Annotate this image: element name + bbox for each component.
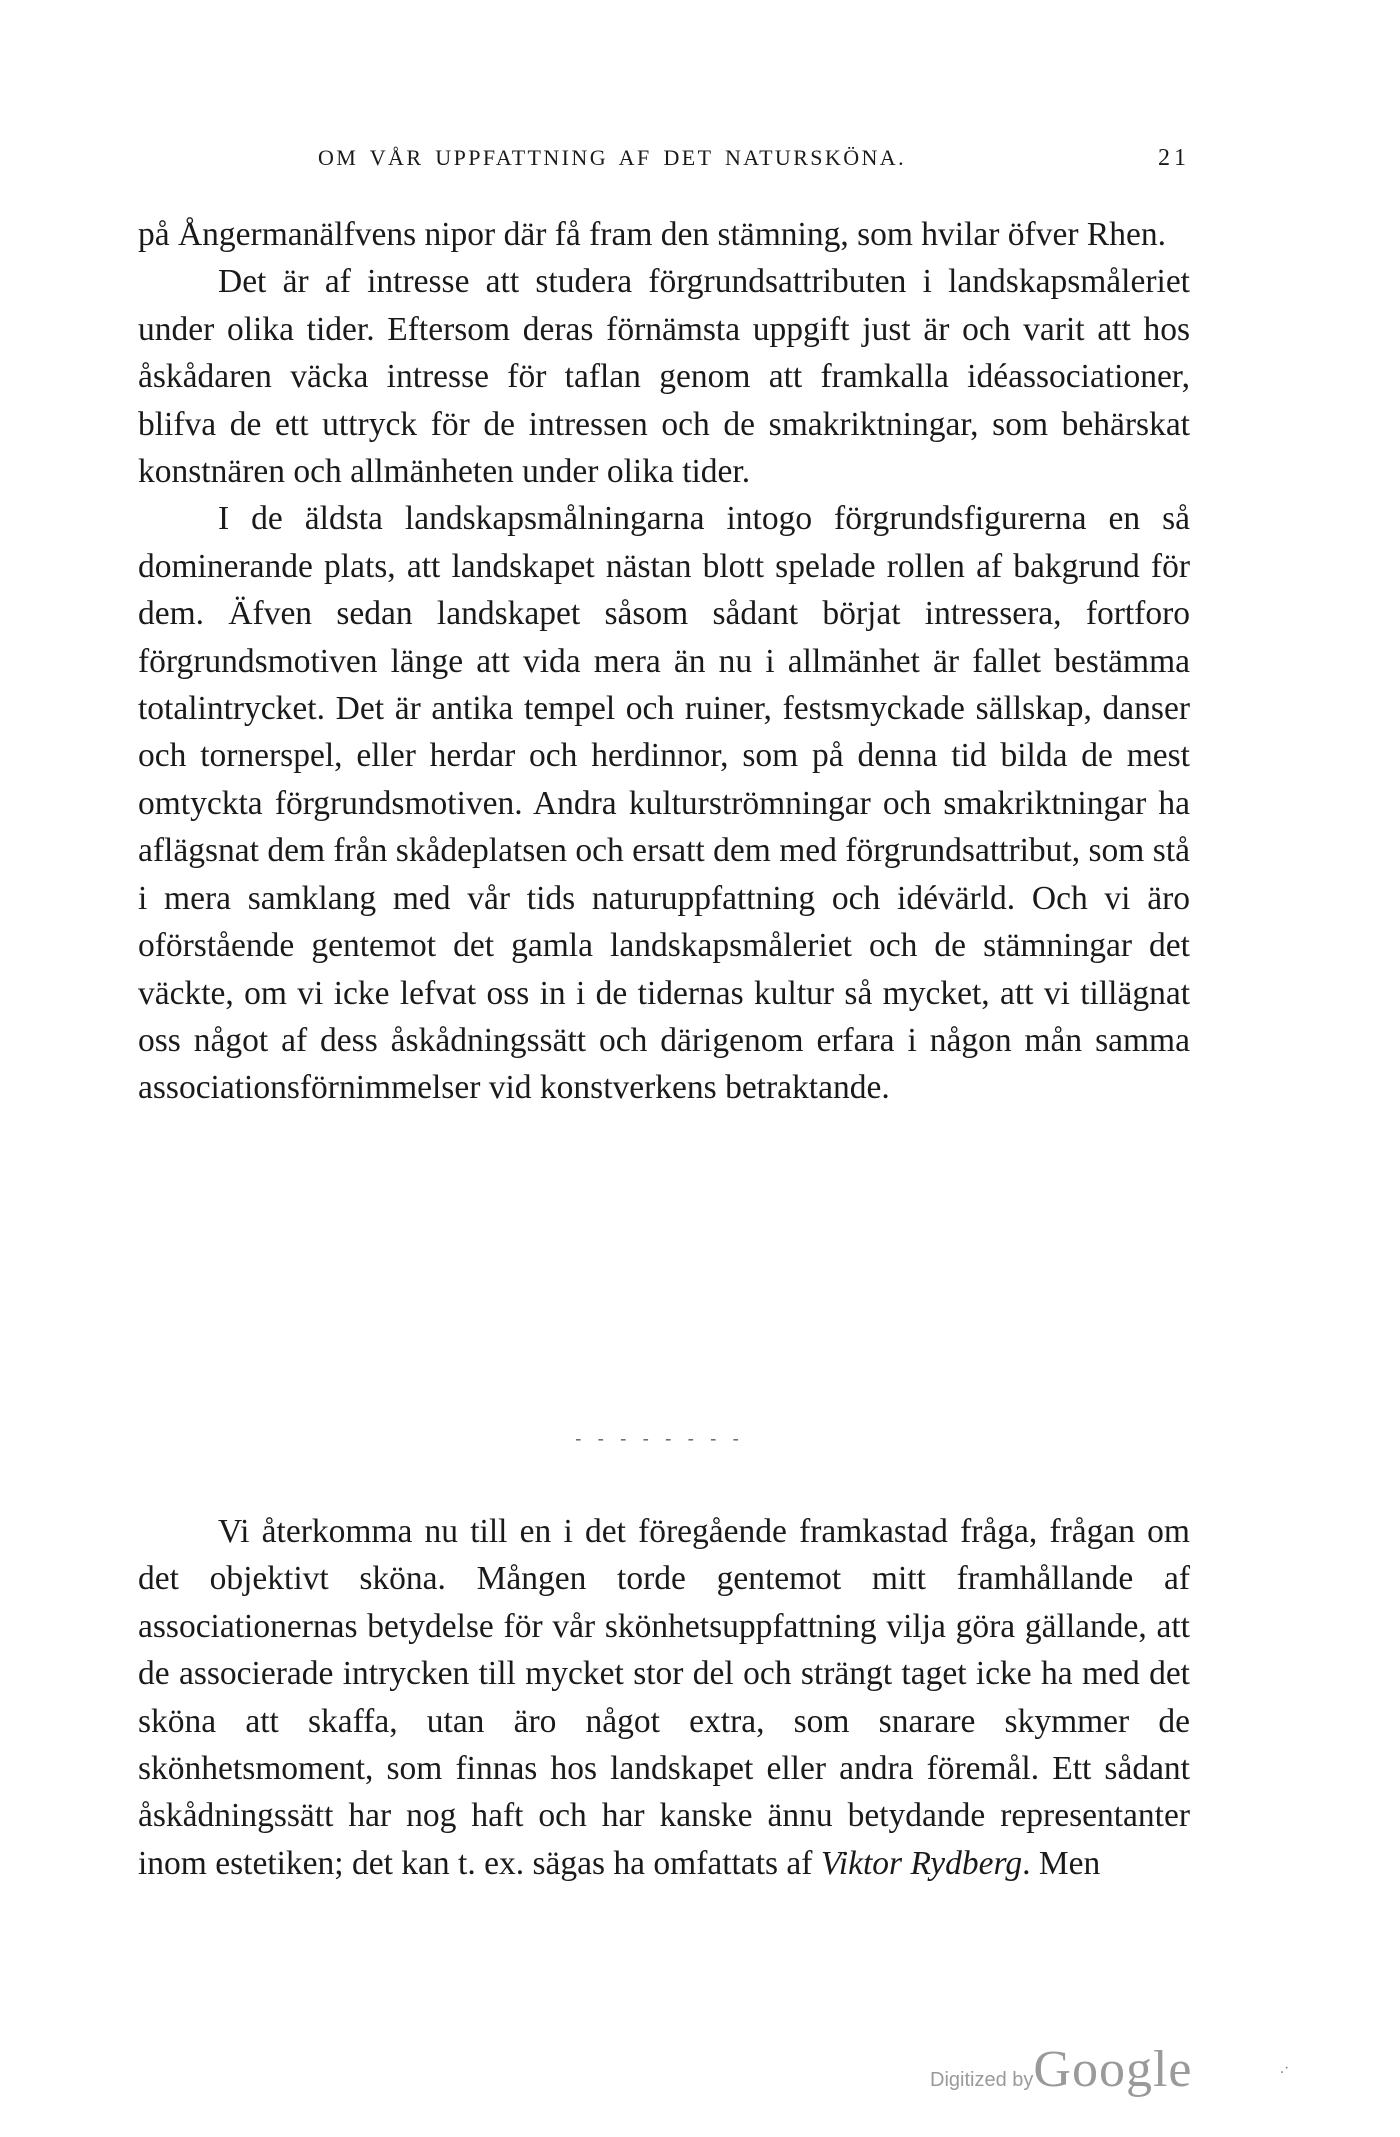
page-header [138, 145, 1190, 185]
author-name-italic: Viktor Rydberg [820, 1844, 1023, 1882]
watermark-prefix: Digitized by [930, 2069, 1034, 2091]
text-block-lower [138, 1508, 1190, 1887]
running-title: OM VÅR UPPFATTNING AF DET NATURSKÖNA. [318, 145, 906, 170]
section-separator: - - - - - - - - [575, 1428, 745, 1448]
paragraph-oldest-landscapes: I de äldsta landskapsmålningarna intogo förgrundsfigurerna en så dominerande plats, att landskapet nästan blott spelade rollen af bakgrund för dem. Äfven sedan landskapet såsom sådant börjat intressera, fortforo förgrundsmotiven länge att vida mera än nu i allmänhet är fallet bestämma totalintrycket. Det är antika tempel och ruiner, festsmyckade sällskap, danser och tornerspel, eller herdar och herdinnor, som på denna tid bilda de mest omtyckta förgrundsmotiven. Andra kulturströmningar och smakriktningar ha aflägsnat dem från skådeplatsen och ersatt dem med förgrundsattribut, som stå i mera samklang med vår tids naturuppfattning och idévärld. Och vi äro oförstående gentemot det gamla landskapsmåleriet och de stämningar det väckte, om vi icke lefvat oss in i de tidernas kultur så mycket, att vi tillägnat oss något af dess åskådningssätt och därigenom erfara i någon mån samma associationsförnimmelser vid konstverkens betraktande. [138, 500, 1190, 1107]
scan-speck: .· [1280, 2060, 1290, 2077]
paragraph-text: Vi återkomma nu till en i det föregående framkastad fråga, frågan om det objektivt sköna. Mången torde gentemot mitt framhållande af associationernas betydelse för vår skönhetsuppfattning vilja göra gällande, att de associerade intrycken till mycket stor del och strängt taget icke ha med det sköna att skaffa, utan äro något extra, som snarare skymmer de skönhetsmoment, som finnas hos landskapet eller andra föremål. Ett sådant åskådningssätt har nog haft och har kanske ännu betydande representanter inom estetiken; det kan t. ex. sägas ha omfattats af [138, 1513, 1190, 1882]
digitized-watermark [930, 2040, 1192, 2100]
paragraph-continued: på Ångermanälfvens nipor där få fram den stämning, som hvilar öfver Rhen. [138, 216, 1166, 253]
text-block-upper [138, 211, 1190, 1112]
paragraph-text-end: . Men [1022, 1844, 1101, 1882]
page-number: 21 [1158, 145, 1190, 171]
paragraph-foreground-attributes: Det är af intresse att studera förgrundsattributen i landskapsmåleriet under olika tider. Eftersom deras förnämsta uppgift just är och varit att hos åskådaren väcka intresse för taflan genom att framkalla idéassociationer, blifva de ett uttryck för de intressen och de smakriktningar, som behärskat konstnären och allmänheten under olika tider. [138, 263, 1190, 491]
watermark-logo: Google [1033, 2041, 1193, 2098]
paragraph-objective-beauty [138, 1508, 1190, 1887]
